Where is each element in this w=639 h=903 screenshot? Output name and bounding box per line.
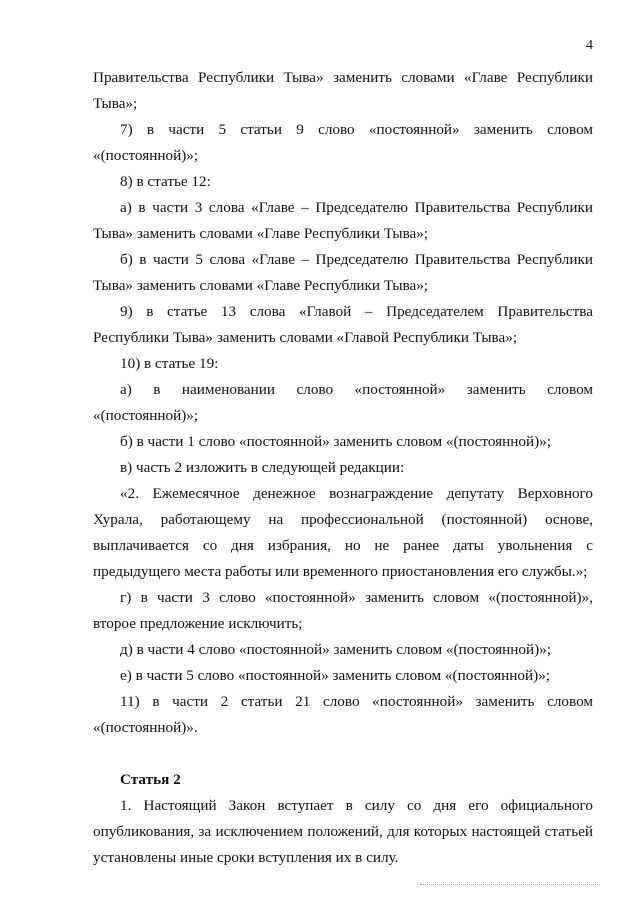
paragraph: «2. Ежемесячное денежное вознаграждение депутату Верховного Хурала, работающему на профессиональной (постоянной) основе, выплачивается со дня избрания, но не ранее даты увольнения с предыдущего места работы или временного приостановления его службы.»;: [93, 485, 593, 580]
paragraph: 9) в статье 13 слова «Главой – Председателем Правительства Республики Тыва» заменить словами «Главой Республики Тыва»;: [93, 303, 593, 346]
paragraph: Правительства Республики Тыва» заменить словами «Главе Республики Тыва»;: [93, 69, 593, 112]
paragraph: 7) в части 5 статьи 9 слово «постоянной» заменить словом «(постоянной)»;: [93, 121, 593, 164]
paragraph: а) в наименовании слово «постоянной» заменить словом «(постоянной)»;: [93, 381, 593, 424]
page-number: 4: [586, 38, 593, 53]
paragraph: а) в части 3 слова «Главе – Председателю Правительства Республики Тыва» заменить словами «Главе Республики Тыва»;: [93, 199, 593, 242]
paragraph: д) в части 4 слово «постоянной» заменить словом «(постоянной)»;: [120, 641, 551, 658]
paragraph: 10) в статье 19:: [120, 355, 219, 372]
footer-rule: [420, 884, 600, 885]
paragraph: б) в части 5 слова «Главе – Председателю Правительства Республики Тыва» заменить словами «Главе Республики Тыва»;: [93, 251, 593, 294]
paragraph: б) в части 1 слово «постоянной» заменить словом «(постоянной)»;: [120, 433, 551, 450]
document-body: [93, 65, 593, 871]
paragraph: 8) в статье 12:: [120, 173, 211, 190]
paragraph: г) в части 3 слово «постоянной» заменить словом «(постоянной)», второе предложение исключить;: [93, 589, 593, 632]
section-paragraph: 1. Настоящий Закон вступает в силу со дня его официального опубликования, за исключением положений, для которых настоящей статьей установлены иные сроки вступления их в силу.: [93, 797, 593, 866]
paragraph: е) в части 5 слово «постоянной» заменить словом «(постоянной)»;: [120, 667, 551, 684]
paragraph: в) часть 2 изложить в следующей редакции:: [120, 459, 405, 476]
paragraph: 11) в части 2 статьи 21 слово «постоянной» заменить словом «(постоянной)».: [93, 693, 593, 736]
section-title: Статья 2: [120, 771, 181, 788]
